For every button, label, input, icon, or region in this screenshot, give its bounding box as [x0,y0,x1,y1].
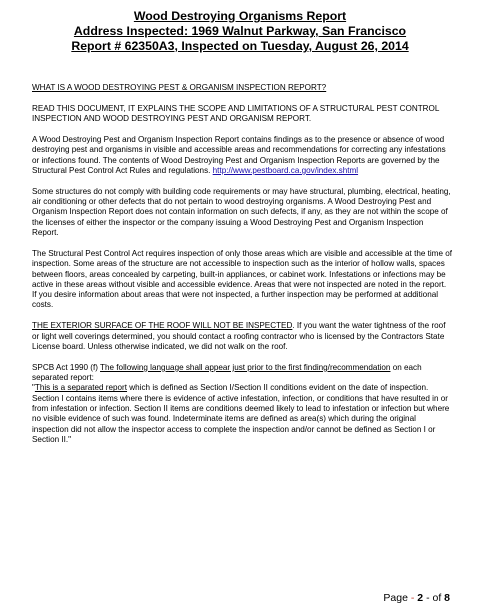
page-label: Page [383,592,408,604]
of-label: - of [426,592,442,604]
separated-report-label: This is a separated report [34,383,128,393]
spcb-prefix: SPCB Act 1990 (f) [32,362,101,372]
page-total: 8 [444,592,450,604]
quote-open: " [32,383,35,393]
report-title: Wood Destroying Organisms Report [133,9,347,23]
section-heading: WHAT IS A WOOD DESTROYING PEST & ORGANISM INSPECTION REPORT? [32,83,327,92]
page-number: 2 [417,592,424,604]
roof-notice: THE EXTERIOR SURFACE OF THE ROOF WILL NOT BE INSPECTED [32,321,293,331]
roof-text: . If you want the water tightness of the roof or light well coverings determined, you should contact a roofing contractor who is licensed by the Contractors State License board. Unless otherwise indicated, we did not walk on the roof. [32,321,446,351]
scope-text: A Wood Destroying Pest and Organism Inspection Report contains findings as to the presence or absence of wood destroying pest and organisms in visible and accessible areas and recommendations for correcting any infestations or infections found. The contents of Wood Destroying Pest and Organism Inspection Reports are governed by the Structural Pest Control Act Rules and regulations. [32,135,446,175]
intro-paragraph: READ THIS DOCUMENT, IT EXPLAINS THE SCOPE AND LIMITATIONS OF A STRUCTURAL PEST CONTROL INSPECTION AND WOOD DESTROYING PEST AND ORGANISM REPORT. [32,103,440,124]
report-header [0,9,480,54]
spcb-requirement: The following language shall appear just prior to the first finding/recommendation [100,362,391,372]
spcb-suffix: on each separated report: [32,362,422,383]
page-dash: - [410,592,415,604]
separated-report-text: which is defined as Section I/Section II conditions evident on the date of inspection. Section I contains items where there is evidence of active infestation, infection, or conditions that have resulted in or from infestation or infection. Section II items are conditions deemed likely to lead to infestation or infection but where no visible evidence of such was found. Indeterminate items are defined as area(s) which during the original inspection did not allow the inspector access to complete the inspection and/or cannot be defined as Section I or Section II." [32,383,450,444]
roof-paragraph [32,321,452,352]
pestboard-link[interactable]: http://www.pestboard.ca.gov/index.shtml [212,165,359,175]
defects-paragraph: Some structures do not comply with building code requirements or may have structural, plumbing, electrical, heating, air conditioning or other defects that do not pertain to wood destroying organisms. A Wood Destroying Pest and Organism Inspection Report does not contain information on such defects, if any, as they are not within the scope of the licenses of either the inspector or the company issuing a Wood Destroying Pest and Organism Inspection Report. [32,186,451,238]
page-footer [383,592,450,604]
accessibility-paragraph: The Structural Pest Control Act requires inspection of only those areas which are visible and accessible at the time of inspection. Some areas of the structure are not accessible to inspection such as the interior of hollow walls, spaces between floors, areas concealed by carpeting, built-in appliances, or cabinet work. Infestations or infections may be active in these areas without visible and accessible evidence. Areas that were not inspected are noted in the report. If you desire information about areas that were not inspected, a further inspection may be performed at additional costs. [32,248,453,310]
address-line: Address Inspected: 1969 Walnut Parkway, San Francisco [73,24,407,38]
spcb-paragraph [32,363,452,445]
report-body [32,83,452,456]
scope-paragraph [32,135,452,176]
report-number-line: Report # 62350A3, Inspected on Tuesday, August 26, 2014 [71,39,409,53]
